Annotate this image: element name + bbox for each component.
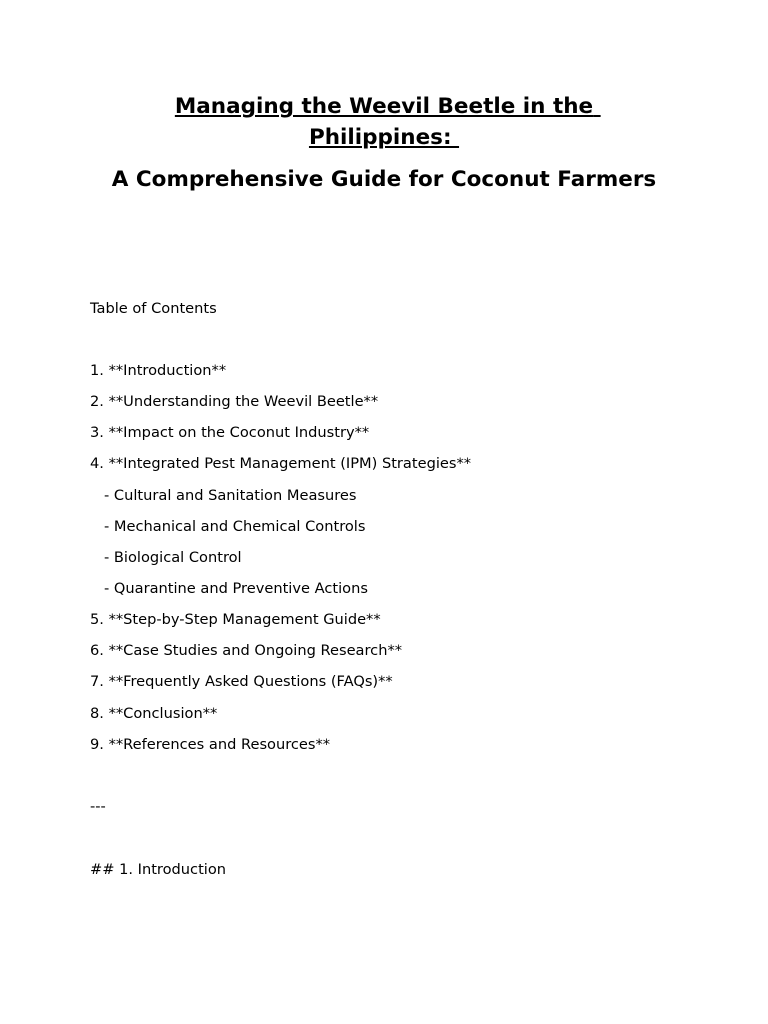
toc-item-impact: 3. **Impact on the Coconut Industry** <box>90 424 370 442</box>
section-divider: --- <box>90 798 106 815</box>
toc-item-step-by-step: 5. **Step-by-Step Management Guide** <box>90 611 381 629</box>
toc-item-references: 9. **References and Resources** <box>90 735 331 753</box>
toc-subitem-cultural: - Cultural and Sanitation Measures <box>104 486 357 504</box>
toc-subitem-biological: - Biological Control <box>104 548 242 566</box>
document-title: Managing the Weevil Beetle in the Philippines: <box>174 94 601 150</box>
toc-heading: Table of Contents <box>90 300 217 317</box>
toc-subitem-mechanical: - Mechanical and Chemical Controls <box>104 517 366 535</box>
document-subtitle: A Comprehensive Guide for Coconut Farmers <box>111 167 657 192</box>
table-of-contents <box>90 362 471 767</box>
toc-item-conclusion: 8. **Conclusion** <box>90 704 218 722</box>
toc-item-understanding: 2. **Understanding the Weevil Beetle** <box>90 393 379 411</box>
toc-subitem-quarantine: - Quarantine and Preventive Actions <box>104 579 368 597</box>
toc-item-faqs: 7. **Frequently Asked Questions (FAQs)** <box>90 673 393 691</box>
toc-item-case-studies: 6. **Case Studies and Ongoing Research** <box>90 642 403 660</box>
section-heading-introduction: ## 1. Introduction <box>90 861 227 878</box>
toc-item-ipm: 4. **Integrated Pest Management (IPM) Strategies** <box>90 455 472 473</box>
toc-item-introduction: 1. **Introduction** <box>90 362 227 379</box>
